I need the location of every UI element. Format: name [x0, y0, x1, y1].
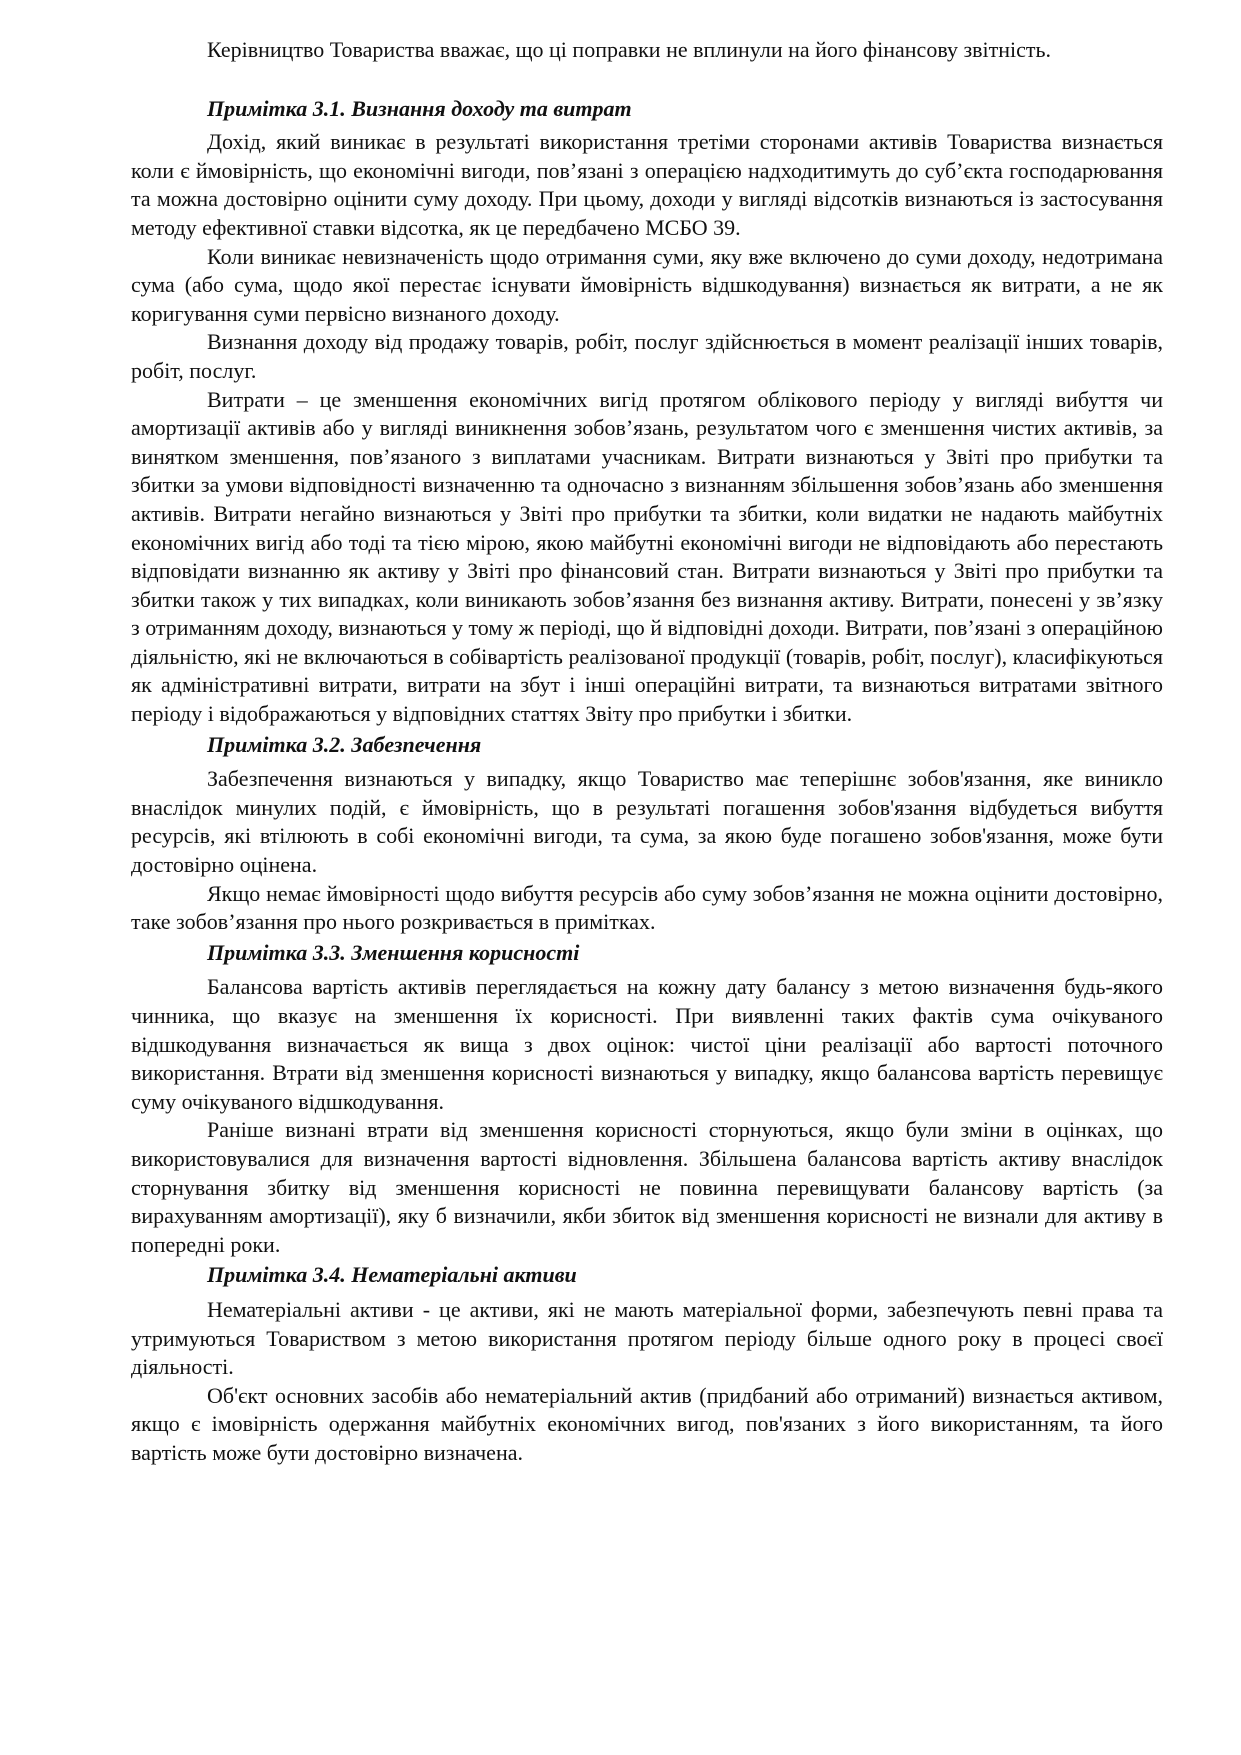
- paragraph: Якщо немає ймовірності щодо вибуття ресурсів або суму зобов’язання не можна оцінити достовірно, таке зобов’язання про нього розкривається в примітках.: [131, 880, 1163, 935]
- paragraph: Раніше визнані втрати від зменшення корисності сторнуються, якщо були зміни в оцінках, що використовувалися для визначення вартості відновлення. Збільшена балансова вартість активу внаслідок сторнування збитку від зменшення корисності не повинна перевищувати балансову вартість (за вирахуванням амортизації), яку б визначили, якби збиток від зменшення корисності не визнали для активу в попередні роки.: [131, 1117, 1163, 1257]
- paragraph: Об'єкт основних засобів або нематеріальний актив (придбаний або отриманий) визнається активом, якщо є імовірність одержання майбутніх економічних вигод, пов'язаних з його використанням, та його вартість може бути достовірно визначена.: [131, 1382, 1163, 1465]
- document-page: [131, 36, 1163, 1468]
- paragraph: Нематеріальні активи - це активи, які не мають матеріальної форми, забезпечують певні права та утримуються Товариством з метою використання протягом періоду більше одного року в процесі своєї діяльності.: [131, 1296, 1163, 1380]
- section-heading-3-1: Примітка 3.1. Визнання доходу та витрат: [207, 95, 632, 121]
- intro-paragraph: Керівництво Товариства вважає, що ці поправки не вплинули на його фінансову звітність.: [207, 37, 1052, 62]
- section-heading-3-3: Примітка 3.3. Зменшення корисності: [207, 939, 580, 965]
- paragraph: Забезпечення визнаються у випадку, якщо Товариство має теперішнє зобов'язання, яке виникло внаслідок минулих подій, є ймовірність, що в результаті погашення зобов'язання відбудеться вибуття ресурсів, які втілюють в собі економічні вигоди, та сума, за якою буде погашено зобов'язання, може бути достовірно оцінена.: [131, 766, 1163, 878]
- paragraph: Визнання доходу від продажу товарів, робіт, послуг здійснюється в момент реалізації інших товарів, робіт, послуг.: [131, 329, 1163, 383]
- paragraph: Балансова вартість активів переглядається на кожну дату балансу з метою визначення будь-якого чинника, що вказує на зменшення їх корисності. При виявленні таких фактів сума очікуваного відшкодування визначається як вища з двох оцінок: чистої ціни реалізації або вартості поточного використання. Втрати від зменшення корисності визнаються у випадку, якщо балансова вартість перевищує суму очікуваного відшкодування.: [131, 974, 1163, 1114]
- section-heading-3-2: Примітка 3.2. Забезпечення: [207, 731, 482, 757]
- paragraph: Дохід, який виникає в результаті використання третіми сторонами активів Товариства визнається коли є ймовірність, що економічні вигоди, пов’язані з операцією надходитимуть до суб’єкта господарювання та можна достовірно оцінити суму доходу. При цьому, доходи у вигляді відсотків визнаються із застосування методу ефективної ставки відсотка, як це передбачено МСБО 39.: [131, 129, 1163, 240]
- paragraph: Витрати – це зменшення економічних вигід протягом облікового періоду у вигляді вибуття чи амортизації активів або у вигляді виникнення зобов’язань, результатом чого є зменшення чистих активів, за винятком зменшення, пов’язаного з виплатами учасникам. Витрати визнаються у Звіті про прибутки та збитки за умови відповідності визначенню та одночасно з визнанням збільшення зобов’язань або зменшення активів. Витрати негайно визнаються у Звіті про прибутки та збитки, коли видатки не надають майбутніх економічних вигід або тоді та тією мірою, якою майбутні економічні вигоди не відповідають або перестають відповідати визнанню як активу у Звіті про фінансовий стан. Витрати визнаються у Звіті про прибутки та збитки також у тих випадках, коли виникають зобов’язання без визнання активу. Витрати, понесені у зв’язку з отриманням доходу, визнаються у тому ж періоді, що й відповідні доходи. Витрати, пов’язані з операційною діяльністю, які не включаються в собівартість реалізованої продукції (товарів, робіт, послуг), класифікуються як адміністративні витрати, витрати на збут і інші операційні витрати, та визнаються витратами звітного періоду і відображаються у відповідних статтях Звіту про прибутки і збитки.: [131, 386, 1163, 727]
- section-heading-3-4: Примітка 3.4. Нематеріальні активи: [207, 1262, 577, 1288]
- paragraph: Коли виникає невизначеність щодо отримання суми, яку вже включено до суми доходу, недотримана сума (або сума, щодо якої перестає існувати ймовірність відшкодування) визнається як витрати, а не як коригування суми первісно визнаного доходу.: [131, 243, 1163, 326]
